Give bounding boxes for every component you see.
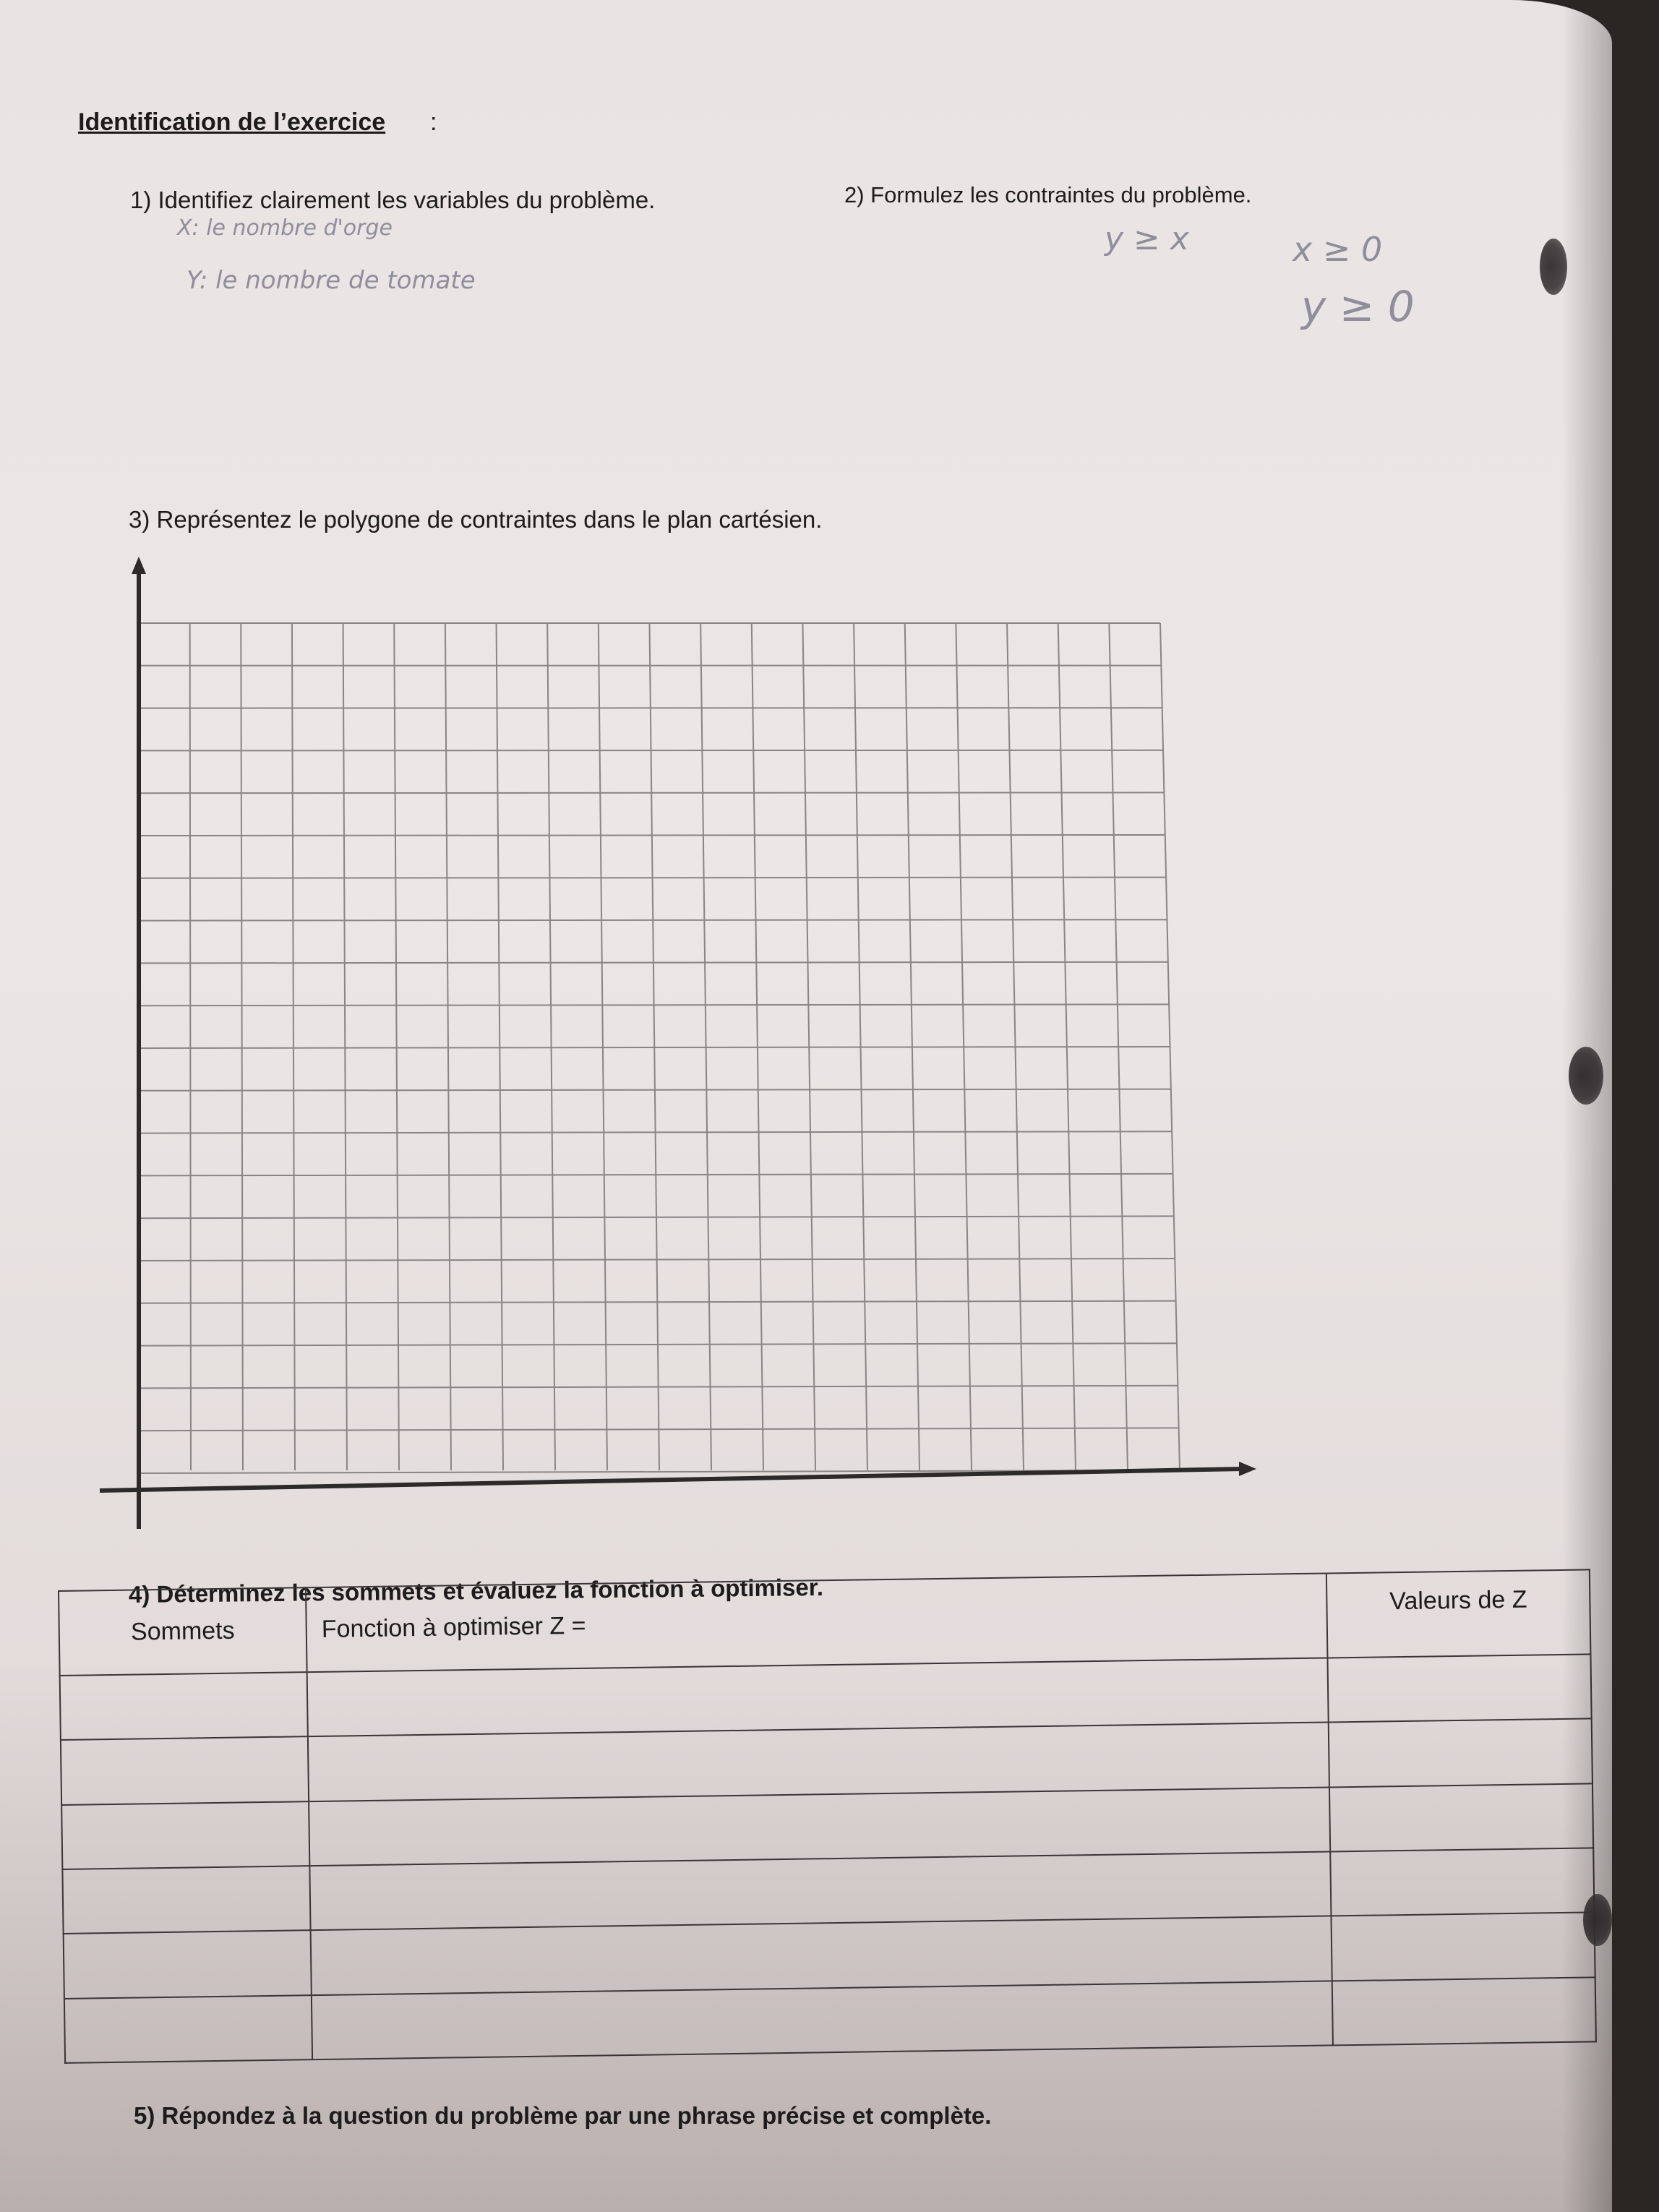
cell-sommet[interactable] <box>64 1930 312 1998</box>
cell-valeur[interactable] <box>1327 1654 1591 1722</box>
cell-valeur[interactable] <box>1330 1848 1594 1916</box>
cell-sommet[interactable] <box>60 1672 308 1740</box>
grid-lines <box>139 623 1180 1473</box>
question-3: 3) Représentez le polygone de contraintes dans le plan cartésien. <box>129 506 823 533</box>
header-valeurs: Valeurs de Z <box>1326 1569 1591 1658</box>
handwritten-variable-x: X: le nombre d'orge <box>177 215 393 241</box>
handwritten-variable-y: Y: le nombre de tomate <box>187 266 476 295</box>
section-heading: Identification de l’exercice <box>78 108 386 136</box>
question-1: 1) Identifiez clairement les variables du problème. <box>130 187 656 213</box>
y-axis-arrow <box>132 557 146 574</box>
cell-sommet[interactable] <box>61 1737 309 1805</box>
cell-sommet[interactable] <box>61 1801 309 1869</box>
cell-valeur[interactable] <box>1329 1783 1593 1851</box>
handwritten-constraint-3: y ≥ 0 <box>1301 282 1415 331</box>
cell-valeur[interactable] <box>1332 1977 1596 2045</box>
cartesian-plane[interactable] <box>87 557 1272 1536</box>
cell-sommet[interactable] <box>62 1866 310 1934</box>
heading-colon: : <box>430 108 437 136</box>
question-5: 5) Répondez à la question du problème par une phrase précise et complète. <box>134 2102 992 2129</box>
vertices-table <box>58 1569 1597 2064</box>
question-2: 2) Formulez les contraintes du problème. <box>844 182 1252 207</box>
handwritten-constraint-2: x ≥ 0 <box>1293 230 1383 269</box>
page-edge-shadow <box>1561 0 1612 2212</box>
header-fonction: Fonction à optimiser Z = <box>306 1573 1327 1672</box>
cell-valeur[interactable] <box>1329 1719 1592 1787</box>
x-axis-arrow <box>1239 1462 1256 1476</box>
question-4: 4) Déterminez les sommets et évaluez la fonction à optimiser. <box>128 1573 824 1608</box>
handwritten-constraint-1: y ≥ x <box>1105 220 1189 257</box>
header-sommets: Sommets <box>59 1587 307 1676</box>
cell-valeur[interactable] <box>1331 1913 1595 1981</box>
cell-sommet[interactable] <box>64 1995 312 2063</box>
cell-fonction[interactable] <box>312 1981 1333 2059</box>
grid-vertical-line <box>190 623 191 1470</box>
